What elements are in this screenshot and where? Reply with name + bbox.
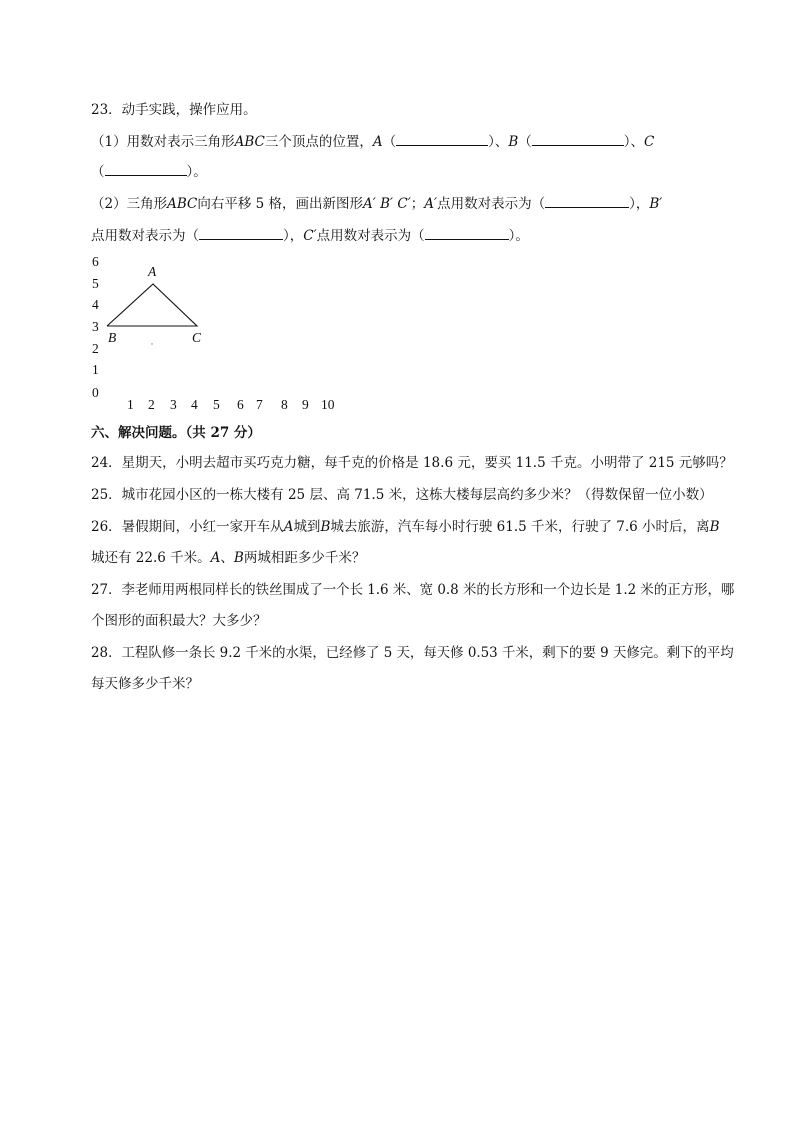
q23-part2-line1: （2）三角形ABC向右平移 5 格，画出新图形A′ B′ C′；A′点用数对表示为（ ），B′ <box>91 196 663 212</box>
answer-blank-C[interactable] <box>105 163 187 176</box>
q27-line1: 27．李老师用两根同样长的铁丝围成了一个长 1.6 米、宽 0.8 米的长方形和一个边长是 1.2 米的正方形，哪 <box>91 582 735 598</box>
section-6-heading: 六、解决问题。（共 27 分） <box>91 425 261 441</box>
vertex-label-A: A <box>148 264 157 279</box>
y-label-6: 6 <box>92 254 99 269</box>
q28-line2: 每天修多少千米？ <box>91 676 199 692</box>
vertex-label-C: C <box>192 330 202 345</box>
answer-blank-A[interactable] <box>396 133 488 146</box>
q26-line1: 26．暑假期间，小红一家开车从A城到B城去旅游，汽车每小时行驶 61.5 千米，行驶了 7.6 小时后，离B <box>91 519 720 535</box>
q25-text: 25．城市花园小区的一栋大楼有 25 层、高 71.5 米，这栋大楼每层高约多少米？（得数保留一位小数） <box>91 487 713 503</box>
q28-line1: 28．工程队修一条长 9.2 千米的水渠，已经修了 5 天，每天修 0.53 千米，剩下的要 9 天修完。剩下的平均 <box>91 645 734 661</box>
answer-blank-B-prime[interactable] <box>199 227 283 240</box>
x-label-7: 7 <box>256 397 263 412</box>
y-label-5: 5 <box>92 276 99 291</box>
x-label-3: 3 <box>170 397 177 412</box>
x-label-1: 1 <box>127 397 134 412</box>
q23-part1-line1: （1）用数对表示三角形ABC三个顶点的位置，A（ ）、B（ ）、C <box>91 134 655 150</box>
x-label-6: 6 <box>237 397 244 412</box>
vertex-label-B: B <box>108 330 117 345</box>
x-label-5: 5 <box>213 397 220 412</box>
y-label-0: 0 <box>92 385 99 400</box>
q27-line2: 个图形的面积最大？大多少？ <box>91 613 267 629</box>
y-label-1: 1 <box>92 362 99 377</box>
y-label-4: 4 <box>92 297 99 312</box>
answer-blank-C-prime[interactable] <box>425 227 509 240</box>
y-label-3: 3 <box>92 319 99 334</box>
answer-blank-A-prime[interactable] <box>545 195 629 208</box>
q26-line2: 城还有 22.6 千米。A、B两城相距多少千米？ <box>91 550 366 566</box>
x-label-10: 10 <box>321 397 335 412</box>
q23-part1-line2: （ ）。 <box>91 164 207 180</box>
x-label-2: 2 <box>148 397 155 412</box>
x-label-4: 4 <box>191 397 198 412</box>
answer-blank-B[interactable] <box>532 133 624 146</box>
y-label-2: 2 <box>92 341 99 356</box>
q24-text: 24．星期天，小明去超市买巧克力糖，每千克的价格是 18.6 元，要买 11.5 千克。小明带了 215 元够吗？ <box>91 455 733 471</box>
q23-part2-line2: 点用数对表示为（ ），C′点用数对表示为（ ）。 <box>91 228 529 244</box>
x-label-9: 9 <box>302 397 309 412</box>
x-label-8: 8 <box>281 397 288 412</box>
q23-title: 23．动手实践，操作应用。 <box>91 102 257 118</box>
